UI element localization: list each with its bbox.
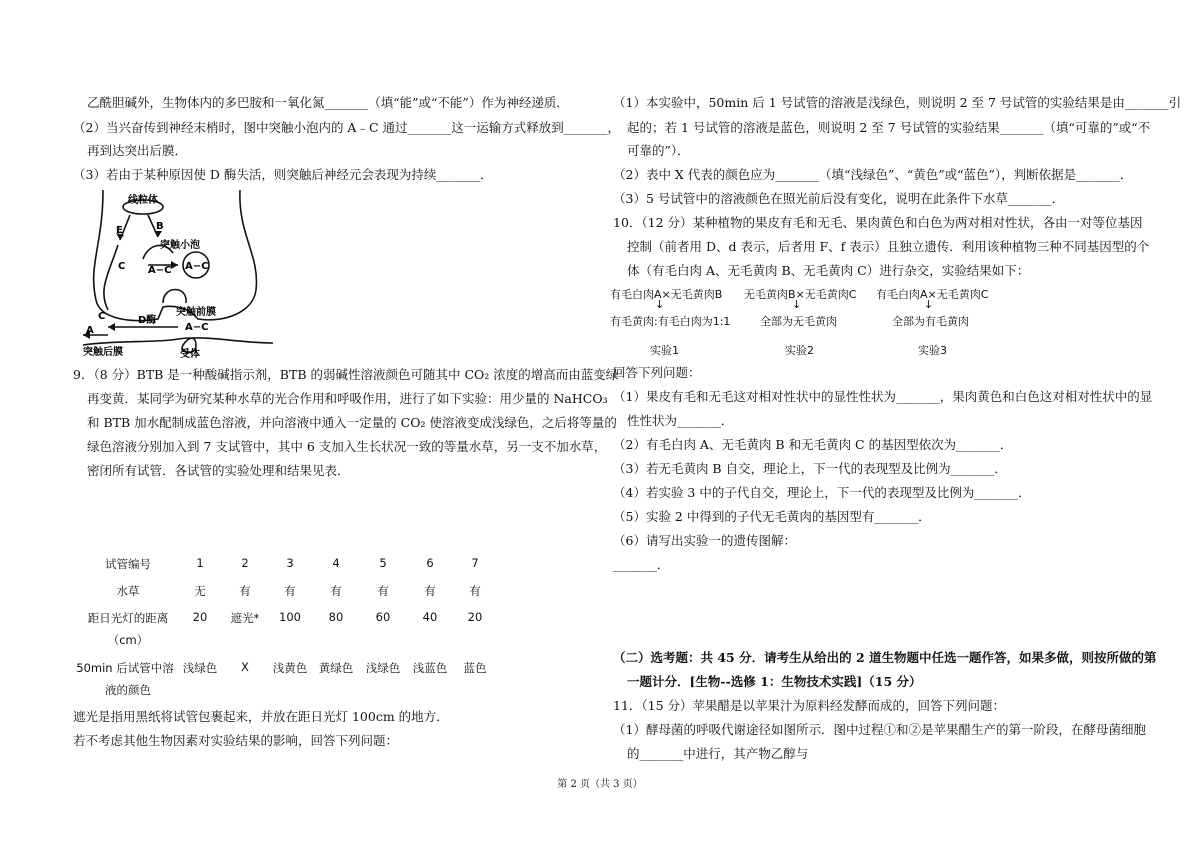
table-cell: X [241,660,249,674]
table-cell: 60 [375,610,391,624]
experiment-name: 实验3 [918,344,947,357]
text-line: （6）请写出实验一的遗传图解： [613,533,796,548]
text-line: 11．（15 分）苹果醋是以苹果汁为原料经发酵而成的，回答下列问题： [613,698,1006,713]
text-line: 体（有毛白肉 A、无毛黄肉 B、无毛黄肉 C）进行杂交，实验结果如下： [627,263,1030,278]
table-cell: 浅蓝色 [412,661,448,675]
section-heading: 一题计分．[生物--选修 1：生物技术实践]（15 分） [627,674,922,689]
table-cell: 有 [239,584,251,598]
table-row-header: 水草 [116,584,140,598]
section-heading: （二）选考题：共 45 分．请考生从给出的 2 道生物题中任选一题作答，如果多做，则按所做的第 [613,650,1157,665]
diagram-label: A−C [185,261,209,272]
table-cell: 2 [241,556,249,570]
table-row-header: 液的颜色 [105,683,151,697]
experiment-cross: 有毛白肉A×无毛黄肉B [610,288,723,301]
diagram-label: 突触后膜 [83,347,123,358]
diagram-label: 线粒体 [128,195,158,206]
diagram-label: C [118,261,126,272]
arrow-down-icon: ↓ [655,298,665,311]
text-line: 绿色溶液分别加入到 7 支试管中，其中 6 支加入生长状况一致的等量水草，另一支不加水草， [87,439,607,454]
table-cell: 浅绿色 [182,661,218,675]
table-cell: 有 [424,584,436,598]
table-cell: 有 [284,584,296,598]
text-line: 起的；若 1 号试管的溶液是蓝色，则说明 2 至 7 号试管的实验结果_______（填“可靠的”或“不 [627,120,1151,135]
table-cell: 20 [467,610,483,624]
arrow-down-icon: ↓ [924,298,934,311]
text-line: （3）若由于某种原因使 D 酶失活，则突触后神经元会表现为持续_______． [73,167,493,182]
text-line: 遮光是指用黑纸将试管包裹起来，并放在距日光灯 100cm 的地方． [73,709,449,724]
experiment-result: 有毛黄肉:有毛白肉为1:1 [610,315,731,328]
text-line: （2）表中 X 代表的颜色应为_______（填“浅绿色”、“黄色”或“蓝色”），判断依据是_______． [613,167,1133,182]
diagram-label: D酶 [138,315,157,326]
experiment-name: 实验2 [785,344,814,357]
table-row-header: 50min 后试管中溶 [76,661,174,675]
table-cell: 20 [192,610,208,624]
table-cell: 浅绿色 [365,661,401,675]
table-row-header: 试管编号 [105,557,151,571]
table-cell: 遮光* [230,611,260,625]
table-cell: 黄绿色 [318,661,354,675]
text-line: （1）本实验中，50min 后 1 号试管的溶液是浅绿色，则说明 2 至 7 号试管的实验结果是由_______引 [613,95,1182,110]
table-cell: 100 [279,610,301,624]
diagram-label: 突触小泡 [160,240,200,251]
text-line: （3）5 号试管中的溶液颜色在照光前后没有变化，说明在此条件下水草_______． [613,191,1065,206]
table-cell: 6 [426,556,434,570]
text-line: 控制（前者用 D、d 表示，后者用 F、f 表示）且独立遗传．利用该种植物三种不同基因型的个 [627,239,1150,254]
table-cell: 40 [422,610,438,624]
diagram-label: B [156,221,164,232]
text-line: （5）实验 2 中得到的子代无毛黄肉的基因型有_______． [613,509,931,524]
page-footer: 第 2 页（共 3 页） [557,779,643,790]
text-line: （1）酵母菌的呼吸代谢途径如图所示．图中过程①和②是苹果醋生产的第一阶段，在酵母菌细胞 [613,722,1146,737]
table-cell: 有 [330,584,342,598]
table-cell: 1 [196,556,204,570]
text-line: 10．（12 分）某种植物的果皮有毛和无毛、果肉黄色和白色为两对相对性状，各由一对等位基因 [613,215,1143,230]
diagram-label: C [98,311,106,322]
text-line: （2）当兴奋传到神经末梢时，图中突触小泡内的 A﹣C 通过_______这一运输方式释放到_______， [73,120,620,135]
text-line: 性性状为_______． [627,413,734,428]
table-cell: 蓝色 [463,661,487,675]
text-line: （2）有毛白肉 A、无毛黄肉 B 和无毛黄肉 C 的基因型依次为_______． [613,437,1013,452]
table-row-header: 距日光灯的距离 [87,611,169,625]
diagram-label: A [86,325,94,336]
diagram-label: A−C [148,265,172,276]
text-line: 可靠的”）． [627,143,690,158]
table-cell: 有 [377,584,389,598]
text-line: （3）若无毛黄肉 B 自交，理论上，下一代的表现型及比例为_______． [613,461,1007,476]
text-line: 再变黄．某同学为研究某种水草的光合作用和呼吸作用，进行了如下实验：用少量的 NaHCO₃ [87,391,608,406]
text-line: 和 BTB 加水配制成蓝色溶液，并向溶液中通入一定量的 CO₂ 使溶液变成浅绿色，之后将等量的 [87,415,617,430]
experiment-result: 全部为有毛黄肉 [892,315,969,328]
text-line: （4）若实验 3 中的子代自交，理论上，下一代的表现型及比例为_______． [613,485,1031,500]
arrow-down-icon: ↓ [792,298,802,311]
table-cell: 3 [286,556,294,570]
table-cell: 4 [332,556,340,570]
experiment-name: 实验1 [650,344,679,357]
text-line: 若不考虑其他生物因素对实验结果的影响，回答下列问题： [73,733,399,748]
diagram-label: A−C [185,322,209,333]
text-line: 回答下列问题： [613,365,701,380]
text-line: 的_______中进行，其产物乙醇与 [627,746,809,761]
table-cell: 无 [194,584,206,598]
experiment-result: 全部为无毛黄肉 [760,315,837,328]
table-cell: 5 [379,556,387,570]
experiment-cross: 无毛黄肉B×无毛黄肉C [744,288,857,301]
text-line: 再到达突出后膜． [87,143,188,158]
table-cell: 7 [471,556,479,570]
text-line: 9．（8 分）BTB 是一种酸碱指示剂，BTB 的弱碱性溶液颜色可随其中 CO₂ 浓度的增高而由蓝变绿 [73,367,619,382]
experiment-cross: 有毛白肉A×无毛黄肉C [876,288,989,301]
text-line: 密闭所有试管．各试管的实验处理和结果见表． [87,463,350,478]
synapse-diagram [78,185,278,360]
diagram-label: 受体 [180,349,200,360]
table-cell: 浅黄色 [272,661,308,675]
table-row-header: （cm） [107,633,149,647]
diagram-label: 突触前膜 [176,307,216,318]
table-cell: 80 [328,610,344,624]
table-cell: 有 [469,584,481,598]
text-line: 乙酰胆碱外，生物体内的多巴胺和一氧化氮_______（填“能”或“不能”）作为神经递质． [87,95,569,110]
text-line: _______． [613,557,670,572]
text-line: （1）果皮有毛和无毛这对相对性状中的显性性状为_______，果肉黄色和白色这对相对性状中的显 [613,389,1153,404]
diagram-label: E [116,225,123,236]
